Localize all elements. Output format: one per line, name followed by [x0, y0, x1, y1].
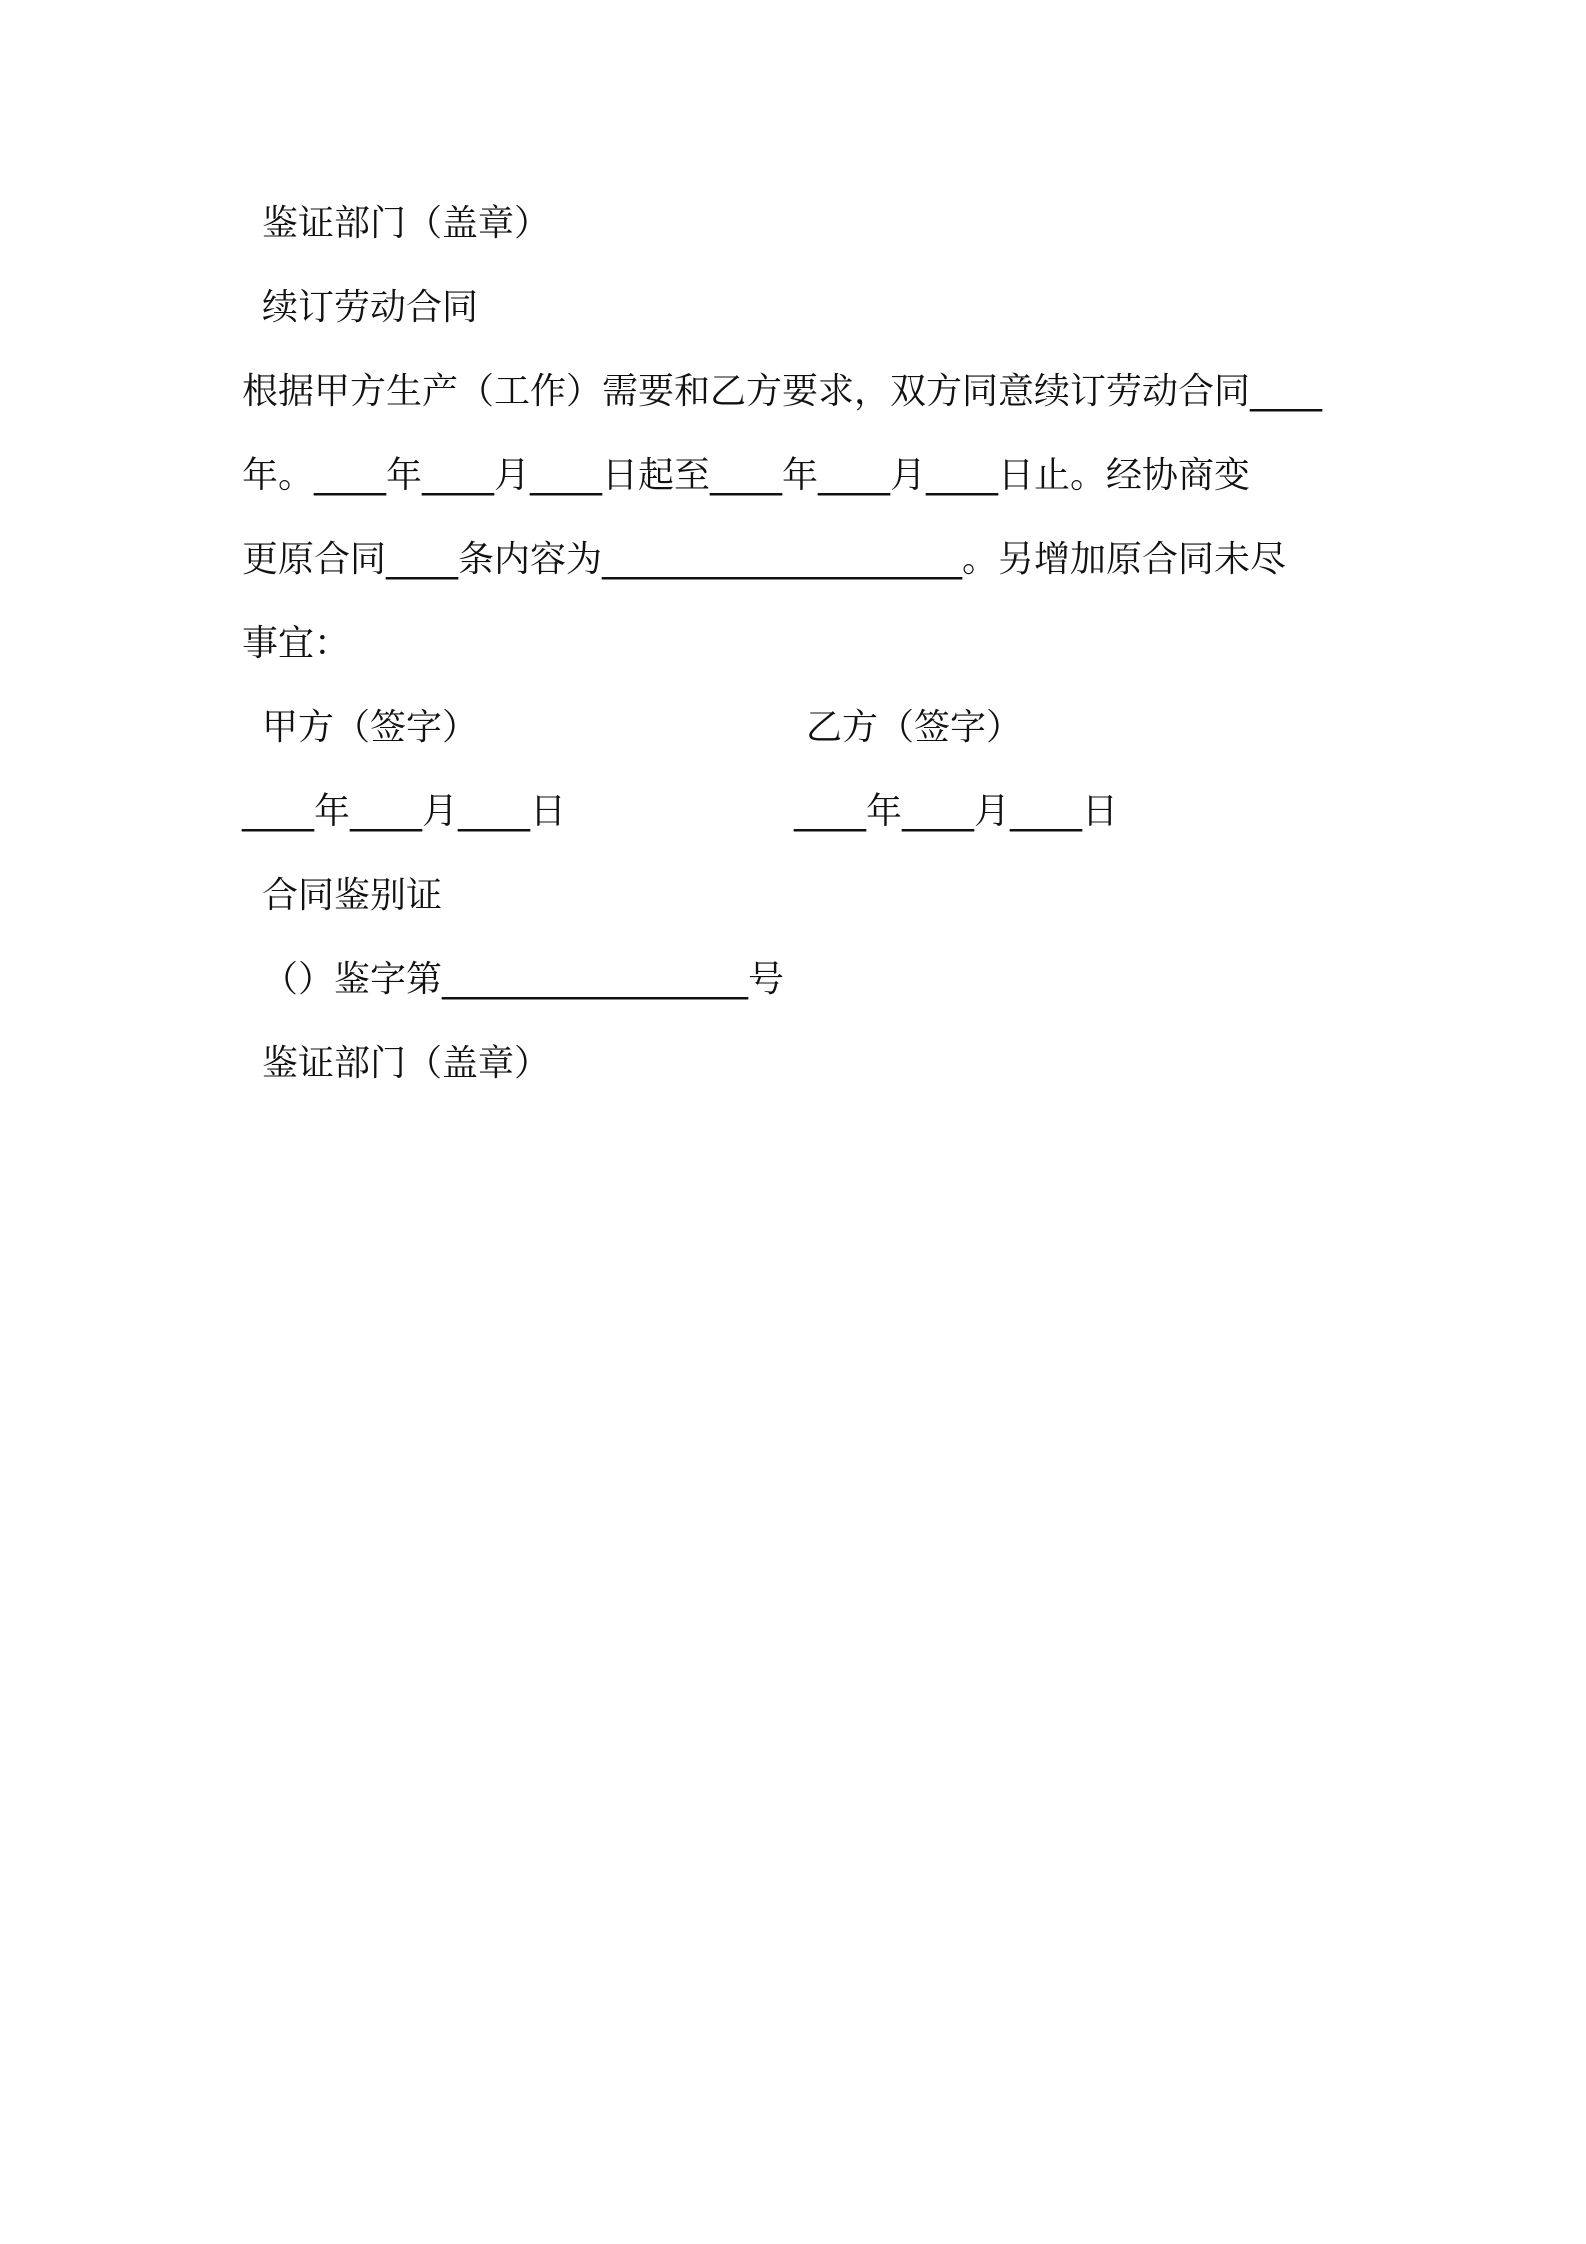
- bottom-seal-label: 鉴证部门（盖章）: [262, 1043, 551, 1084]
- paragraph-line-3: 更原合同____条内容为____________________。另增加原合同未尽: [242, 539, 1287, 580]
- certificate-title: 合同鉴别证: [262, 875, 443, 916]
- party-b-signature-label: 乙方（签字）: [806, 707, 1023, 748]
- paragraph-line-1: 根据甲方生产（工作）需要和乙方要求，双方同意续订劳动合同____: [242, 371, 1323, 412]
- paragraph-line-2: 年。____年____月____日起至____年____月____日止。经协商变: [242, 455, 1251, 496]
- party-a-date: ____年____月____日: [242, 791, 567, 832]
- party-a-signature-label: 甲方（签字）: [262, 707, 479, 748]
- section-title: 续订劳动合同: [262, 287, 479, 328]
- top-seal-label: 鉴证部门（盖章）: [262, 203, 551, 244]
- paragraph-line-4: 事宜：: [242, 623, 351, 664]
- party-b-date: ____年____月____日: [794, 791, 1119, 832]
- certificate-number: （）鉴字第_________________号: [262, 959, 785, 1000]
